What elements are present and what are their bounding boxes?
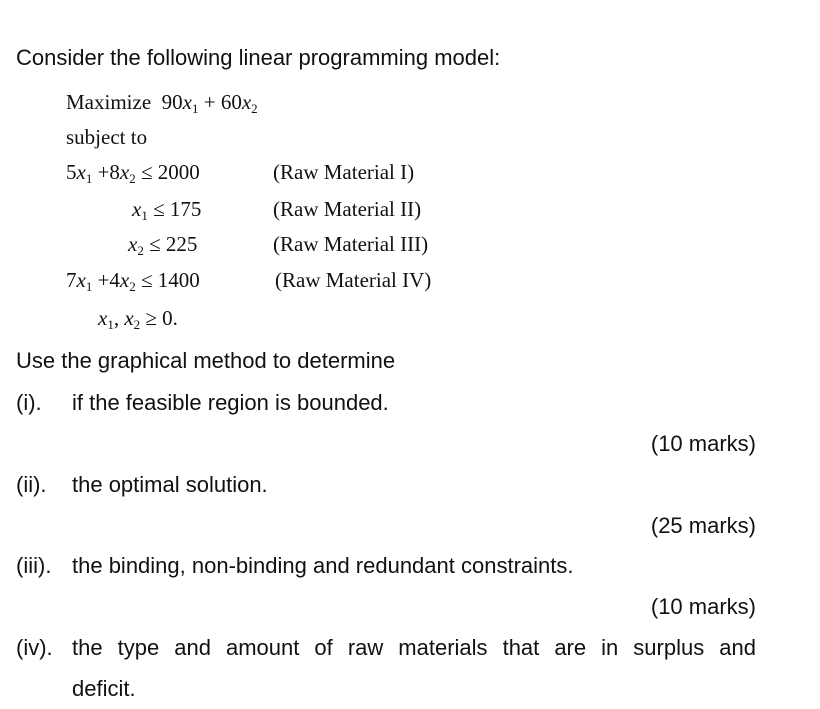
instruction-text: Use the graphical method to determine xyxy=(16,348,396,373)
item-4-text: the type and amount of raw materials that are in surplus and xyxy=(72,635,756,660)
constraint-2-label: (Raw Material II) xyxy=(273,197,422,221)
nonnegativity-constraint: $x_1$, $x_2 \ge 0$. xyxy=(98,306,178,332)
item-1-text: if the feasible region is bounded. xyxy=(72,390,389,415)
item-3-marks: (10 marks) xyxy=(650,594,756,619)
item-4-index: (iv). xyxy=(16,635,53,660)
subject-to: subject to xyxy=(66,125,148,149)
constraint-2-expr: $x_1 \le 175$ xyxy=(132,197,202,223)
constraint-3-label: (Raw Material III) xyxy=(273,232,429,256)
item-1-index: (i). xyxy=(16,390,42,415)
intro-text: Consider the following linear programming model: xyxy=(16,45,501,70)
constraint-1-expr: $5x_1 +8x_2 \le 2000$ xyxy=(66,160,200,186)
item-1-marks: (10 marks) xyxy=(650,431,756,456)
item-2-text: the optimal solution. xyxy=(72,472,268,497)
objective-label: Maximize xyxy=(66,90,152,114)
objective-function: Maximize $90x_1 + 60x_2$ xyxy=(66,90,258,116)
item-3-index: (iii). xyxy=(16,553,52,578)
constraint-3-expr: $x_2 \le 225$ xyxy=(128,232,198,258)
item-4-continuation: deficit. xyxy=(72,676,136,701)
item-2-index: (ii). xyxy=(16,472,47,497)
item-3-text: the binding, non-binding and redundant constraints. xyxy=(72,553,574,578)
item-4-line xyxy=(16,635,756,661)
constraint-4-expr: $7x_1 +4x_2 \le 1400$ xyxy=(66,268,200,294)
constraint-4-label: (Raw Material IV) xyxy=(275,268,432,292)
constraint-1-label: (Raw Material I) xyxy=(273,160,415,184)
item-2-marks: (25 marks) xyxy=(650,513,756,538)
